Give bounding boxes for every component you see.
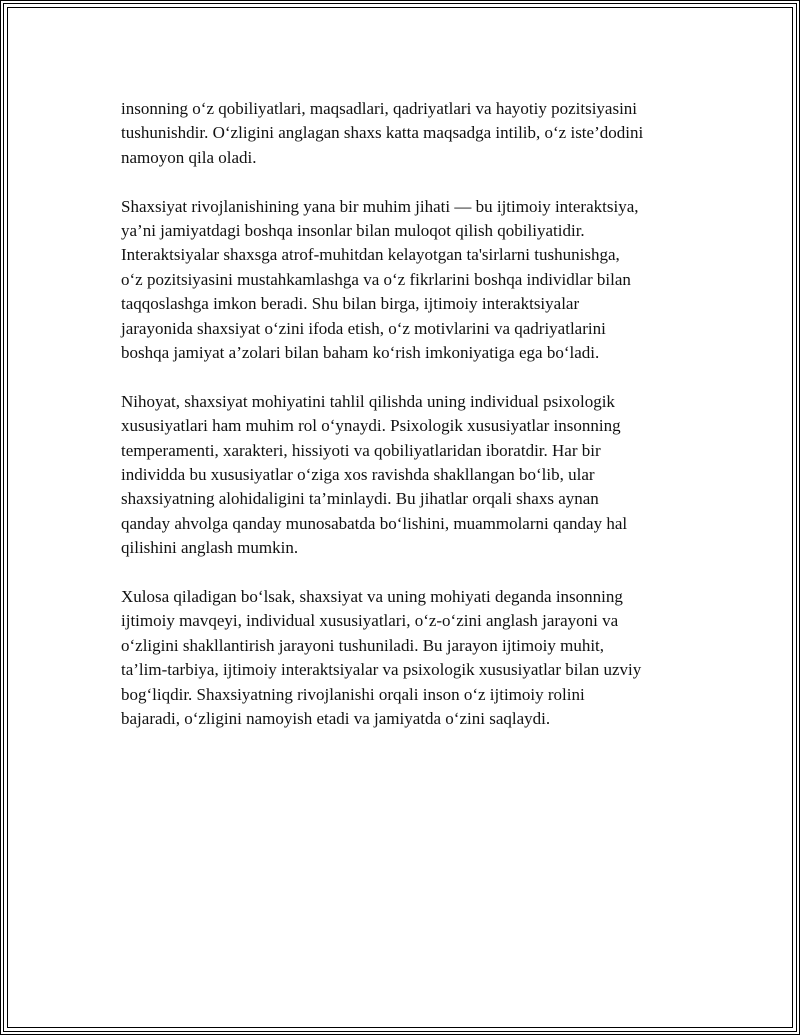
text-line: bajaradi, o‘zligini namoyish etadi va jamiyatda o‘zini saqlaydi.: [121, 709, 551, 729]
text-line: Nihoyat, shaxsiyat mohiyatini tahlil qilishda uning individual psixologik: [121, 391, 615, 411]
text-line: qilishini anglash mumkin.: [121, 538, 299, 558]
text-line: bog‘liqdir. Shaxsiyatning rivojlanishi orqali inson o‘z ijtimoiy rolini: [121, 684, 585, 704]
text-line: o‘z pozitsiyasini mustahkamlashga va o‘z fikrlarini boshqa individlar bilan: [121, 269, 631, 289]
document-body: [121, 97, 696, 756]
text-line: jarayonida shaxsiyat o‘zini ifoda etish, o‘z motivlarini va qadriyatlarini: [121, 318, 606, 338]
text-line: ya’ni jamiyatdagi boshqa insonlar bilan muloqot qilish qobiliyatidir.: [121, 221, 585, 241]
text-line: temperamenti, xarakteri, hissiyoti va qobiliyatlaridan iboratdir. Har bir: [121, 440, 601, 460]
paragraph-2: [121, 195, 696, 366]
text-line: ijtimoiy mavqeyi, individual xususiyatlari, o‘z-o‘zini anglash jarayoni va: [121, 611, 619, 631]
text-line: Xulosa qiladigan bo‘lsak, shaxsiyat va uning mohiyati deganda insonning: [121, 587, 623, 607]
text-line: namoyon qila oladi.: [121, 147, 257, 167]
text-line: qanday ahvolga qanday munosabatda bo‘lishini, muammolarni qanday hal: [121, 513, 628, 533]
paragraph-4: [121, 585, 696, 731]
paragraph-3: [121, 390, 696, 561]
text-line: xususiyatlari ham muhim rol o‘ynaydi. Psixologik xususiyatlar insonning: [121, 416, 621, 436]
text-line: tushunishdir. O‘zligini anglagan shaxs katta maqsadga intilib, o‘z iste’dodini: [121, 123, 644, 143]
text-line: Shaxsiyat rivojlanishining yana bir muhim jihati — bu ijtimoiy interaktsiya,: [121, 196, 639, 216]
text-line: taqqoslashga imkon beradi. Shu bilan birga, ijtimoiy interaktsiyalar: [121, 294, 580, 314]
text-line: boshqa jamiyat a’zolari bilan baham ko‘rish imkoniyatiga ega bo‘ladi.: [121, 343, 600, 363]
text-line: individda bu xususiyatlar o‘ziga xos ravishda shakllangan bo‘lib, ular: [121, 465, 595, 485]
text-line: shaxsiyatning alohidaligini ta’minlaydi. Bu jihatlar orqali shaxs aynan: [121, 489, 599, 509]
text-line: o‘zligini shakllantirish jarayoni tushuniladi. Bu jarayon ijtimoiy muhit,: [121, 635, 605, 655]
text-line: Interaktsiyalar shaxsga atrof-muhitdan kelayotgan ta'sirlarni tushunishga,: [121, 245, 620, 265]
text-line: ta’lim-tarbiya, ijtimoiy interaktsiyalar va psixologik xususiyatlar bilan uzviy: [121, 660, 642, 680]
text-line: insonning o‘z qobiliyatlari, maqsadlari, qadriyatlari va hayotiy pozitsiyasini: [121, 99, 638, 118]
paragraph-1: [121, 97, 696, 170]
